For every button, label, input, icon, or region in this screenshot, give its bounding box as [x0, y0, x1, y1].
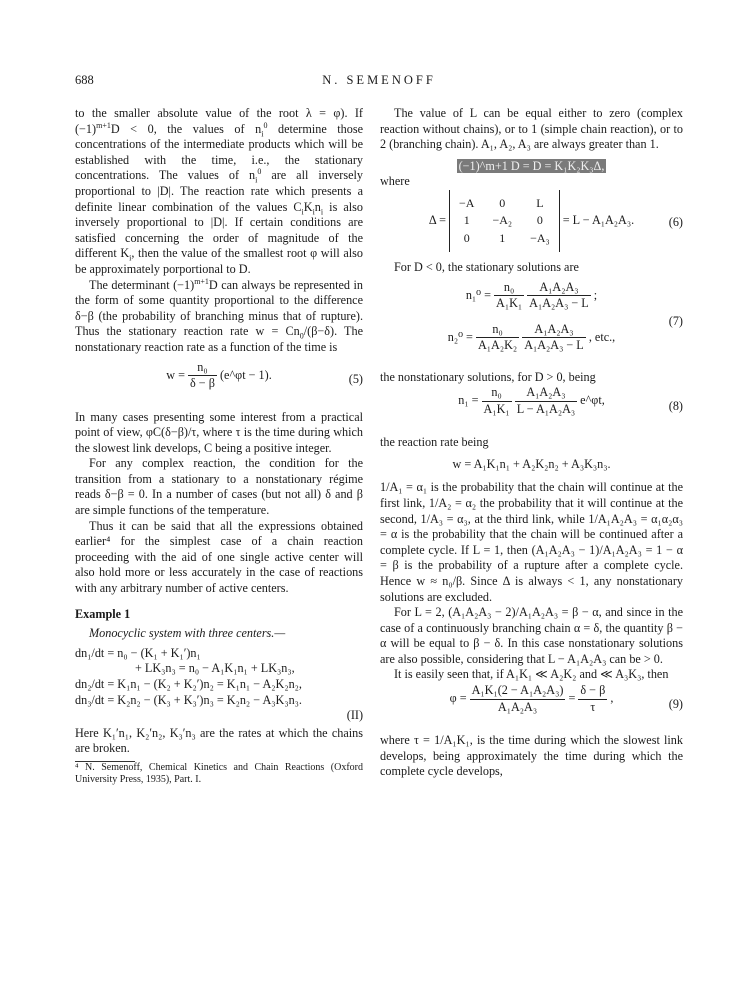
system-eq-3: dn₃/dt = K₂n₂ − (K₃ + K₃′)n₃ = K₂n₂ − A₃K₃n₃. — [75, 692, 302, 707]
section-heading: Example 1 — [75, 606, 131, 621]
system-eq-1b: + LK₃n₃ = n₀ − A₁K₁n₁ + LK₃n₃, — [135, 661, 295, 676]
subsection-title: Monocyclic system with three centers.— — [89, 626, 286, 641]
right-paragraph-1: The value of L can be equal either to zero (complex reaction without chains), or to 1 (simple chain reaction), or to 2 (branching chain). A₁, A₂, A₃ are always greater than 1. — [380, 106, 683, 152]
right-paragraph-3: the nonstationary solutions, for D > 0, being — [380, 369, 596, 384]
left-paragraph-1: to the smaller absolute value of the root λ = φ). If $(-1)^{m+1}D < 0$, the values of $n_i^0$ determine those concentrations of the intermediate products which will be established with the time, i.e., the stationary concentrations. The values of $n_i^0$ are all inversely proportional to |D|. The reaction rate which presents a definite linear combination of the values $C_iK_in_i$ is also inversely proportional to |D|. If certain conditions are satisfied concerning the order of magnitude of the different $K_i$, then the value of the smallest root φ will also be approximately porportional to D. — [75, 106, 364, 276]
right-paragraph-2: For D < 0, the stationary solutions are — [394, 259, 579, 274]
equation-number-6: (6) — [668, 215, 683, 230]
left-paragraph-5: Thus it can be said that all the expressions obtained earlier⁴ for the simplest case of a chain reaction proceeding with the aid of one single active center will also hold more or less accurately in the case of reactions with any arbitrary number of active centers. — [75, 518, 363, 596]
page-number: 688 — [75, 73, 94, 87]
running-head: N. SEMENOFF — [322, 73, 436, 87]
equation-number-7: (7) — [668, 313, 683, 328]
equation-number-5: (5) — [348, 371, 363, 386]
system-label: (II) — [346, 708, 363, 723]
equation-9: φ = $\frac{\text{A₁K₁(2 − A₁A₂A₃)}}{\text{A₁A₂A₃}}$ = $\frac{\delta - \beta}{\tau}$ , (9) — [449, 683, 683, 714]
where-label: where — [380, 174, 410, 189]
equation-number-9: (9) — [668, 697, 683, 712]
right-paragraph-4: the reaction rate being — [380, 435, 489, 450]
equation-7b: n₂⁰ = $\frac{\text{n₀}}{\text{A₁A₂K₂}}$ $\frac{\text{A₁A₂A₃}}{\text{A₁A₂A₃ − L}}$ , etc., — [447, 321, 616, 353]
highlighted-equation: (−1)^m+1 D = D = K₁K₂K₃Δ, — [458, 158, 605, 173]
equation-6-determinant: Δ = −A 0 L 1 −A₂ 0 0 1 −A₃ = L − A₁A₂A₃. (6) — [380, 190, 683, 256]
right-paragraph-7: It is easily seen that, if A₁K₁ ≪ A₂K₂ and ≪ A₃K₃, then — [394, 667, 669, 682]
left-paragraph-3: In many cases presenting some interest from a practical point of view, φC(δ−β)/τ, where τ is the time during which the slowest link develops, C being a positive integer. — [75, 409, 363, 455]
left-paragraph-6: Here K₁′n₁, K₂′n₂, K₃′n₃ are the rates at which the chains are broken. — [75, 725, 363, 756]
footnote: ⁴ N. Semenoff, Chemical Kinetics and Chain Reactions (Oxford University Press, 1935), Part. I. — [75, 761, 363, 785]
right-paragraph-5: 1/A₁ = α₁ is the probability that the chain will continue at the first link, 1/A₂ = α₂ the probability that it will continue at the second, 1/A₃ = α₃, at the third link, while 1/A₁A₂A₃ = α₁α₂α₃ = α is the probability that the chain will be continued after a complete cycle. If L = 1, then (A₁A₂A₃ − 1)/A₁A₂A₃ = 1 − α = β is the probability of a rupture after a complete cycle. Hence w ≈ n₀/β. Since Δ is always < 1, any nonstationary solutions are excluded. — [380, 480, 683, 604]
left-column — [75, 106, 363, 786]
left-paragraph-4: For any complex reaction, the condition for the transition from a stationary to a nonstationary régime reads δ−β = 0. In a number of cases (but not all) δ and β are simple functions of the temperature. — [75, 456, 363, 518]
rate-equation: w = A₁K₁n₁ + A₂K₂n₂ + A₃K₃n₃. — [452, 456, 611, 471]
right-paragraph-6: For L = 2, (A₁A₂A₃ − 2)/A₁A₂A₃ = β − α, and since in the case of a continuously branching chain α = δ, the quantity β − α will be equal to β − δ. In this case nonstationary solutions are also possible, considering that L − A₁A₂A₃ can be > 0. — [380, 605, 683, 666]
left-paragraph-2: The determinant $(-1)^{m+1}D$ can always be represented in the form of some quantity proportional to the difference δ−β (the probability of branching minus that of rupture). Thus the stationary reaction rate $w = Cn_0/(\beta-\delta)$. The nonstationary reaction rate as a function of the time is — [75, 276, 363, 354]
equation-7a: n₁⁰ = $\frac{\text{n₀}}{\text{A₁K₁}}$ $\frac{\text{A₁A₂A₃}}{\text{A₁A₂A₃ − L}}$ ; — [465, 279, 598, 311]
right-column — [380, 106, 683, 780]
determinant-matrix: −A 0 L 1 −A₂ 0 0 1 −A₃ — [459, 195, 550, 245]
system-eq-1a: dn₁/dt = n₀ − (K₁ + K₁′)n₁ — [75, 645, 201, 660]
equation-8: n₁ = $\frac{\text{n₀}}{\text{A₁K₁}}$ $\frac{\text{A₁A₂A₃}}{\text{L − A₁A₂A₃}}$ e^φt, (8) — [458, 385, 683, 416]
right-paragraph-8: where τ = 1/A₁K₁, is the time during which the slowest link develops, being approximately the time during which the complete cycle develops, — [380, 733, 683, 779]
equation-5: w = $\frac{\text{n₀}}{\delta - \beta}$ (e^φt − 1). (5) — [166, 359, 363, 391]
system-eq-2: dn₂/dt = K₁n₁ − (K₂ + K₂′)n₂ = K₁n₁ − A₂K₂n₂, — [75, 677, 302, 691]
equation-number-8: (8) — [668, 399, 683, 414]
page-header — [75, 73, 683, 89]
equation-7 — [380, 280, 683, 364]
